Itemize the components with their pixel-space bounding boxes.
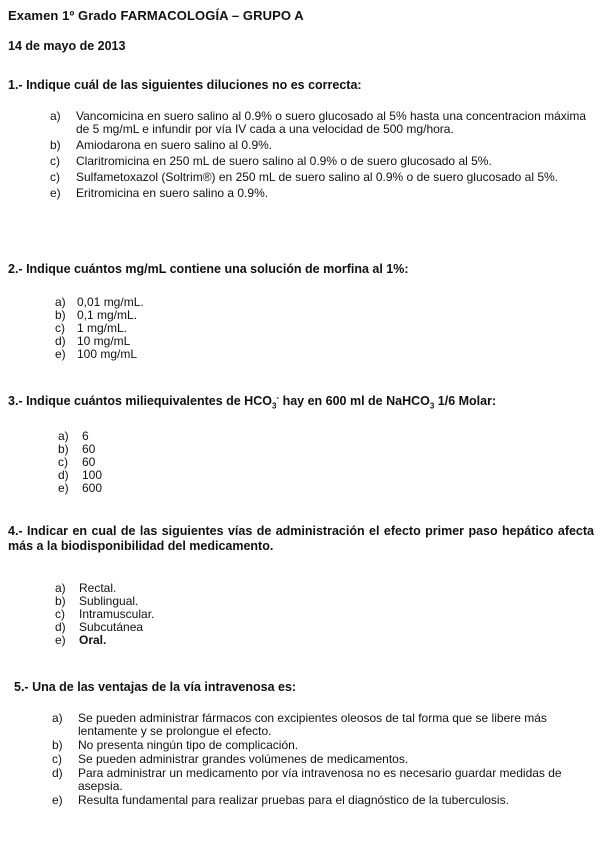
option-letter: c): [55, 607, 65, 621]
option-letter: a): [52, 711, 63, 725]
option-text: Oral.: [79, 633, 107, 647]
question-text: Indique cuántos mg/mL contiene una solución de morfina al 1%:: [26, 262, 409, 276]
option-text: 0,01 mg/mL.: [77, 295, 144, 309]
option-letter: e): [52, 793, 63, 807]
question-text: Indicar en cual de las siguientes vías de administración el efecto primer paso hepático afecta más a la biodisponibilidad del medicamento.: [8, 524, 594, 553]
question-4: [8, 524, 594, 554]
question-number: 4.-: [8, 524, 23, 538]
option-text: Subcutánea: [79, 620, 144, 634]
option-letter: d): [55, 620, 66, 634]
option-letter: e): [50, 186, 61, 200]
question-2-options: [55, 296, 355, 361]
option-letter: c): [50, 170, 60, 184]
option-letter: b): [50, 138, 61, 152]
option-item: [58, 482, 258, 495]
option-letter: a): [55, 581, 66, 595]
option-letter: c): [55, 321, 65, 335]
option-text: Rectal.: [79, 581, 117, 595]
question-text: Una de las ventajas de la vía intravenosa es:: [32, 680, 297, 694]
option-item: [50, 171, 590, 184]
option-letter: c): [50, 154, 60, 168]
option-text: Intramuscular.: [79, 607, 155, 621]
option-item: [50, 155, 590, 168]
option-item: [50, 110, 590, 136]
option-letter: b): [55, 594, 66, 608]
option-letter: b): [58, 442, 69, 456]
option-text: 60: [82, 455, 96, 469]
option-text: Sublingual.: [79, 594, 139, 608]
option-text: 10 mg/mL: [77, 334, 131, 348]
question-3: [8, 394, 594, 409]
option-letter: c): [58, 455, 68, 469]
question-4-options: [55, 582, 355, 647]
question-1: [8, 78, 594, 93]
question-3-options: [58, 430, 258, 495]
question-1-options: [50, 110, 590, 200]
option-letter: b): [52, 738, 63, 752]
exam-date: 14 de mayo de 2013: [8, 39, 126, 53]
option-letter: a): [50, 109, 61, 123]
option-text: Resulta fundamental para realizar pruebas para el diagnóstico de la tuberculosis.: [78, 793, 509, 807]
question-5-options: [52, 712, 592, 807]
question-text: Indique cuál de las siguientes diluciones no es correcta:: [26, 78, 362, 92]
option-text: 100: [82, 468, 103, 482]
question-number: 1.-: [8, 78, 23, 92]
option-text: No presenta ningún tipo de complicación.: [78, 738, 299, 752]
option-letter: a): [55, 295, 66, 309]
option-text: 1 mg/mL.: [77, 321, 128, 335]
option-letter: e): [55, 347, 66, 361]
question-text: Indique cuántos miliequivalentes de $HCO_3^-$ hay en 600 ml de NaHCO$_3$ 1/6 Molar:: [26, 392, 497, 411]
option-item: [52, 767, 592, 793]
option-text: Amiodarona en suero salino al 0.9%.: [76, 138, 273, 152]
option-item: [52, 794, 592, 807]
option-item: [52, 753, 592, 766]
question-number: 5.-: [14, 680, 29, 694]
option-text: 600: [82, 481, 103, 495]
option-text: Se pueden administrar fármacos con excipientes oleosos de tal forma que se libere más lentamente y se prolongue el efecto.: [78, 711, 547, 738]
option-text: 6: [82, 429, 89, 443]
option-letter: d): [55, 334, 66, 348]
option-text: Para administrar un medicamento por vía intravenosa no es necesario guardar medidas de asepsia.: [78, 766, 562, 793]
option-letter: a): [58, 429, 69, 443]
question-2: [8, 262, 594, 277]
option-text: Vancomicina en suero salino al 0.9% o suero glucosado al 5% hasta una concentracion máxima de 5 mg/mL e infundir por vía IV cada a una velocidad de 500 mg/hora.: [76, 109, 587, 136]
option-text: Claritromicina en 250 mL de suero salino al 0.9% o de suero glucosado al 5%.: [76, 154, 492, 168]
option-letter: d): [58, 468, 69, 482]
option-letter: c): [52, 752, 62, 766]
option-text: Sulfametoxazol (Soltrim®) en 250 mL de suero salino al 0.9% o de suero glucosado al 5%.: [76, 170, 558, 184]
question-number: 2.-: [8, 262, 23, 276]
option-text: 60: [82, 442, 96, 456]
option-item: [50, 187, 590, 200]
option-text: 0,1 mg/mL.: [77, 308, 138, 322]
question-number: 3.-: [8, 394, 23, 408]
option-item: [55, 348, 355, 361]
exam-title: Examen 1º Grado FARMACOLOGÍA – GRUPO A: [8, 8, 304, 23]
option-item: [52, 712, 592, 738]
option-text: Se pueden administrar grandes volúmenes de medicamentos.: [78, 752, 409, 766]
option-item: [52, 739, 592, 752]
option-letter: d): [52, 766, 63, 780]
question-5: [14, 680, 600, 695]
option-item: [50, 139, 590, 152]
option-item: [55, 634, 355, 647]
option-text: Eritromicina en suero salino a 0.9%.: [76, 186, 269, 200]
option-letter: e): [58, 481, 69, 495]
option-letter: b): [55, 308, 66, 322]
option-letter: e): [55, 633, 66, 647]
option-text: 100 mg/mL: [77, 347, 138, 361]
